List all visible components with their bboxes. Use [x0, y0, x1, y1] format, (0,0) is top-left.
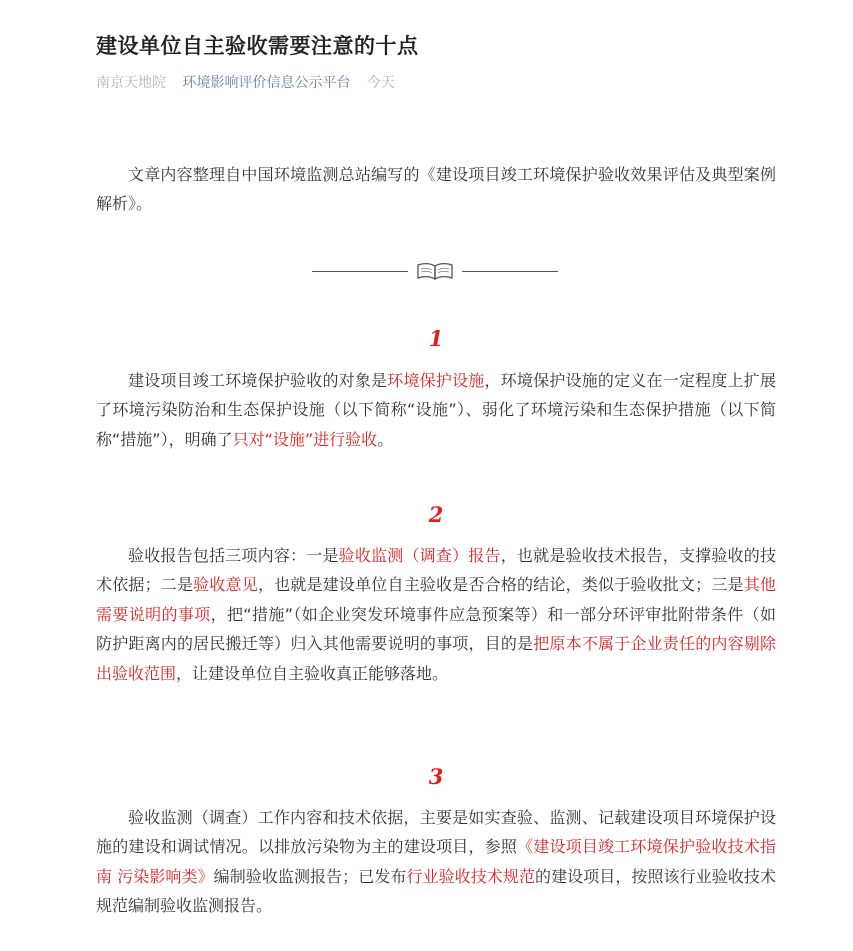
- account-link[interactable]: 环境影响评价信息公示平台: [182, 75, 351, 91]
- section-1-paragraph: [96, 366, 776, 454]
- highlighted-text: 把原本不属于企业责任的内容剔除出验收范围: [96, 634, 776, 683]
- highlighted-text: 行业验收技术规范: [406, 866, 536, 886]
- body-text: 的建设项目，按照该行业验收技术规范编制验收监测报告。: [96, 866, 776, 916]
- section-number-1: 1: [428, 326, 444, 351]
- section-number-3: 3: [428, 764, 444, 789]
- body-text: 编制验收监测报告；已发布: [213, 866, 407, 886]
- section-divider: [312, 258, 558, 284]
- body-text: 验收报告包括三项内容：一是: [128, 546, 339, 565]
- body-text: ，让建设单位自主验收真正能够落地。: [176, 663, 449, 683]
- highlighted-text: 验收监测（调查）报告: [338, 546, 501, 565]
- highlighted-text: 只对“设施”进行验收: [232, 429, 378, 449]
- body-text: 验收监测（调查）工作内容和技术依据，主要是如实查验、监测、记载建设项目环境保护设施的建设和调试情况。以排放污染物为主的建设项目，参照: [96, 808, 776, 857]
- intro-paragraph: 文章内容整理自中国环境监测总站编写的《建设项目竣工环境保护验收效果评估及典型案例解析》。: [96, 165, 776, 214]
- body-text: ，也就是建设单位自主验收是否合格的结论，类似于验收批文；三是: [257, 575, 744, 595]
- highlighted-text: 《建设项目竣工环境保护验收技术指南 污染影响类》: [96, 837, 776, 886]
- body-text: ，也就是验收技术报告，支撑验收的技术依据；二是: [96, 546, 776, 595]
- divider-line-left: [312, 271, 408, 272]
- article-title: 建设单位自主验收需要注意的十点: [96, 34, 419, 58]
- section-3-paragraph: [96, 803, 776, 921]
- body-text: 建设项目竣工环境保护验收的对象是: [128, 371, 388, 390]
- highlighted-text: 其他需要说明的事项: [96, 575, 776, 624]
- body-text: ，把“措施”（如企业突发环境事件应急预案等）和一部分环评审批附带条件（如防护距离内的居民搬迁等）归入其他需要说明的事项，目的是: [96, 604, 776, 654]
- divider-line-right: [462, 271, 558, 272]
- highlighted-text: 环境保护设施: [387, 371, 485, 390]
- section-2-paragraph: [96, 541, 776, 688]
- body-text: 。: [377, 429, 394, 449]
- highlighted-text: 验收意见: [193, 575, 258, 595]
- body-text: ，环境保护设施的定义在一定程度上扩展了环境污染防治和生态保护设施（以下简称“设施”）、弱化了环境污染和生态保护措施（以下简称“措施”），明确了: [96, 371, 776, 449]
- article-meta: [96, 72, 395, 92]
- publish-date: 今天: [366, 75, 395, 91]
- author-name: 南京天地院: [96, 75, 166, 91]
- section-number-2: 2: [428, 502, 444, 527]
- open-book-icon: [416, 260, 454, 282]
